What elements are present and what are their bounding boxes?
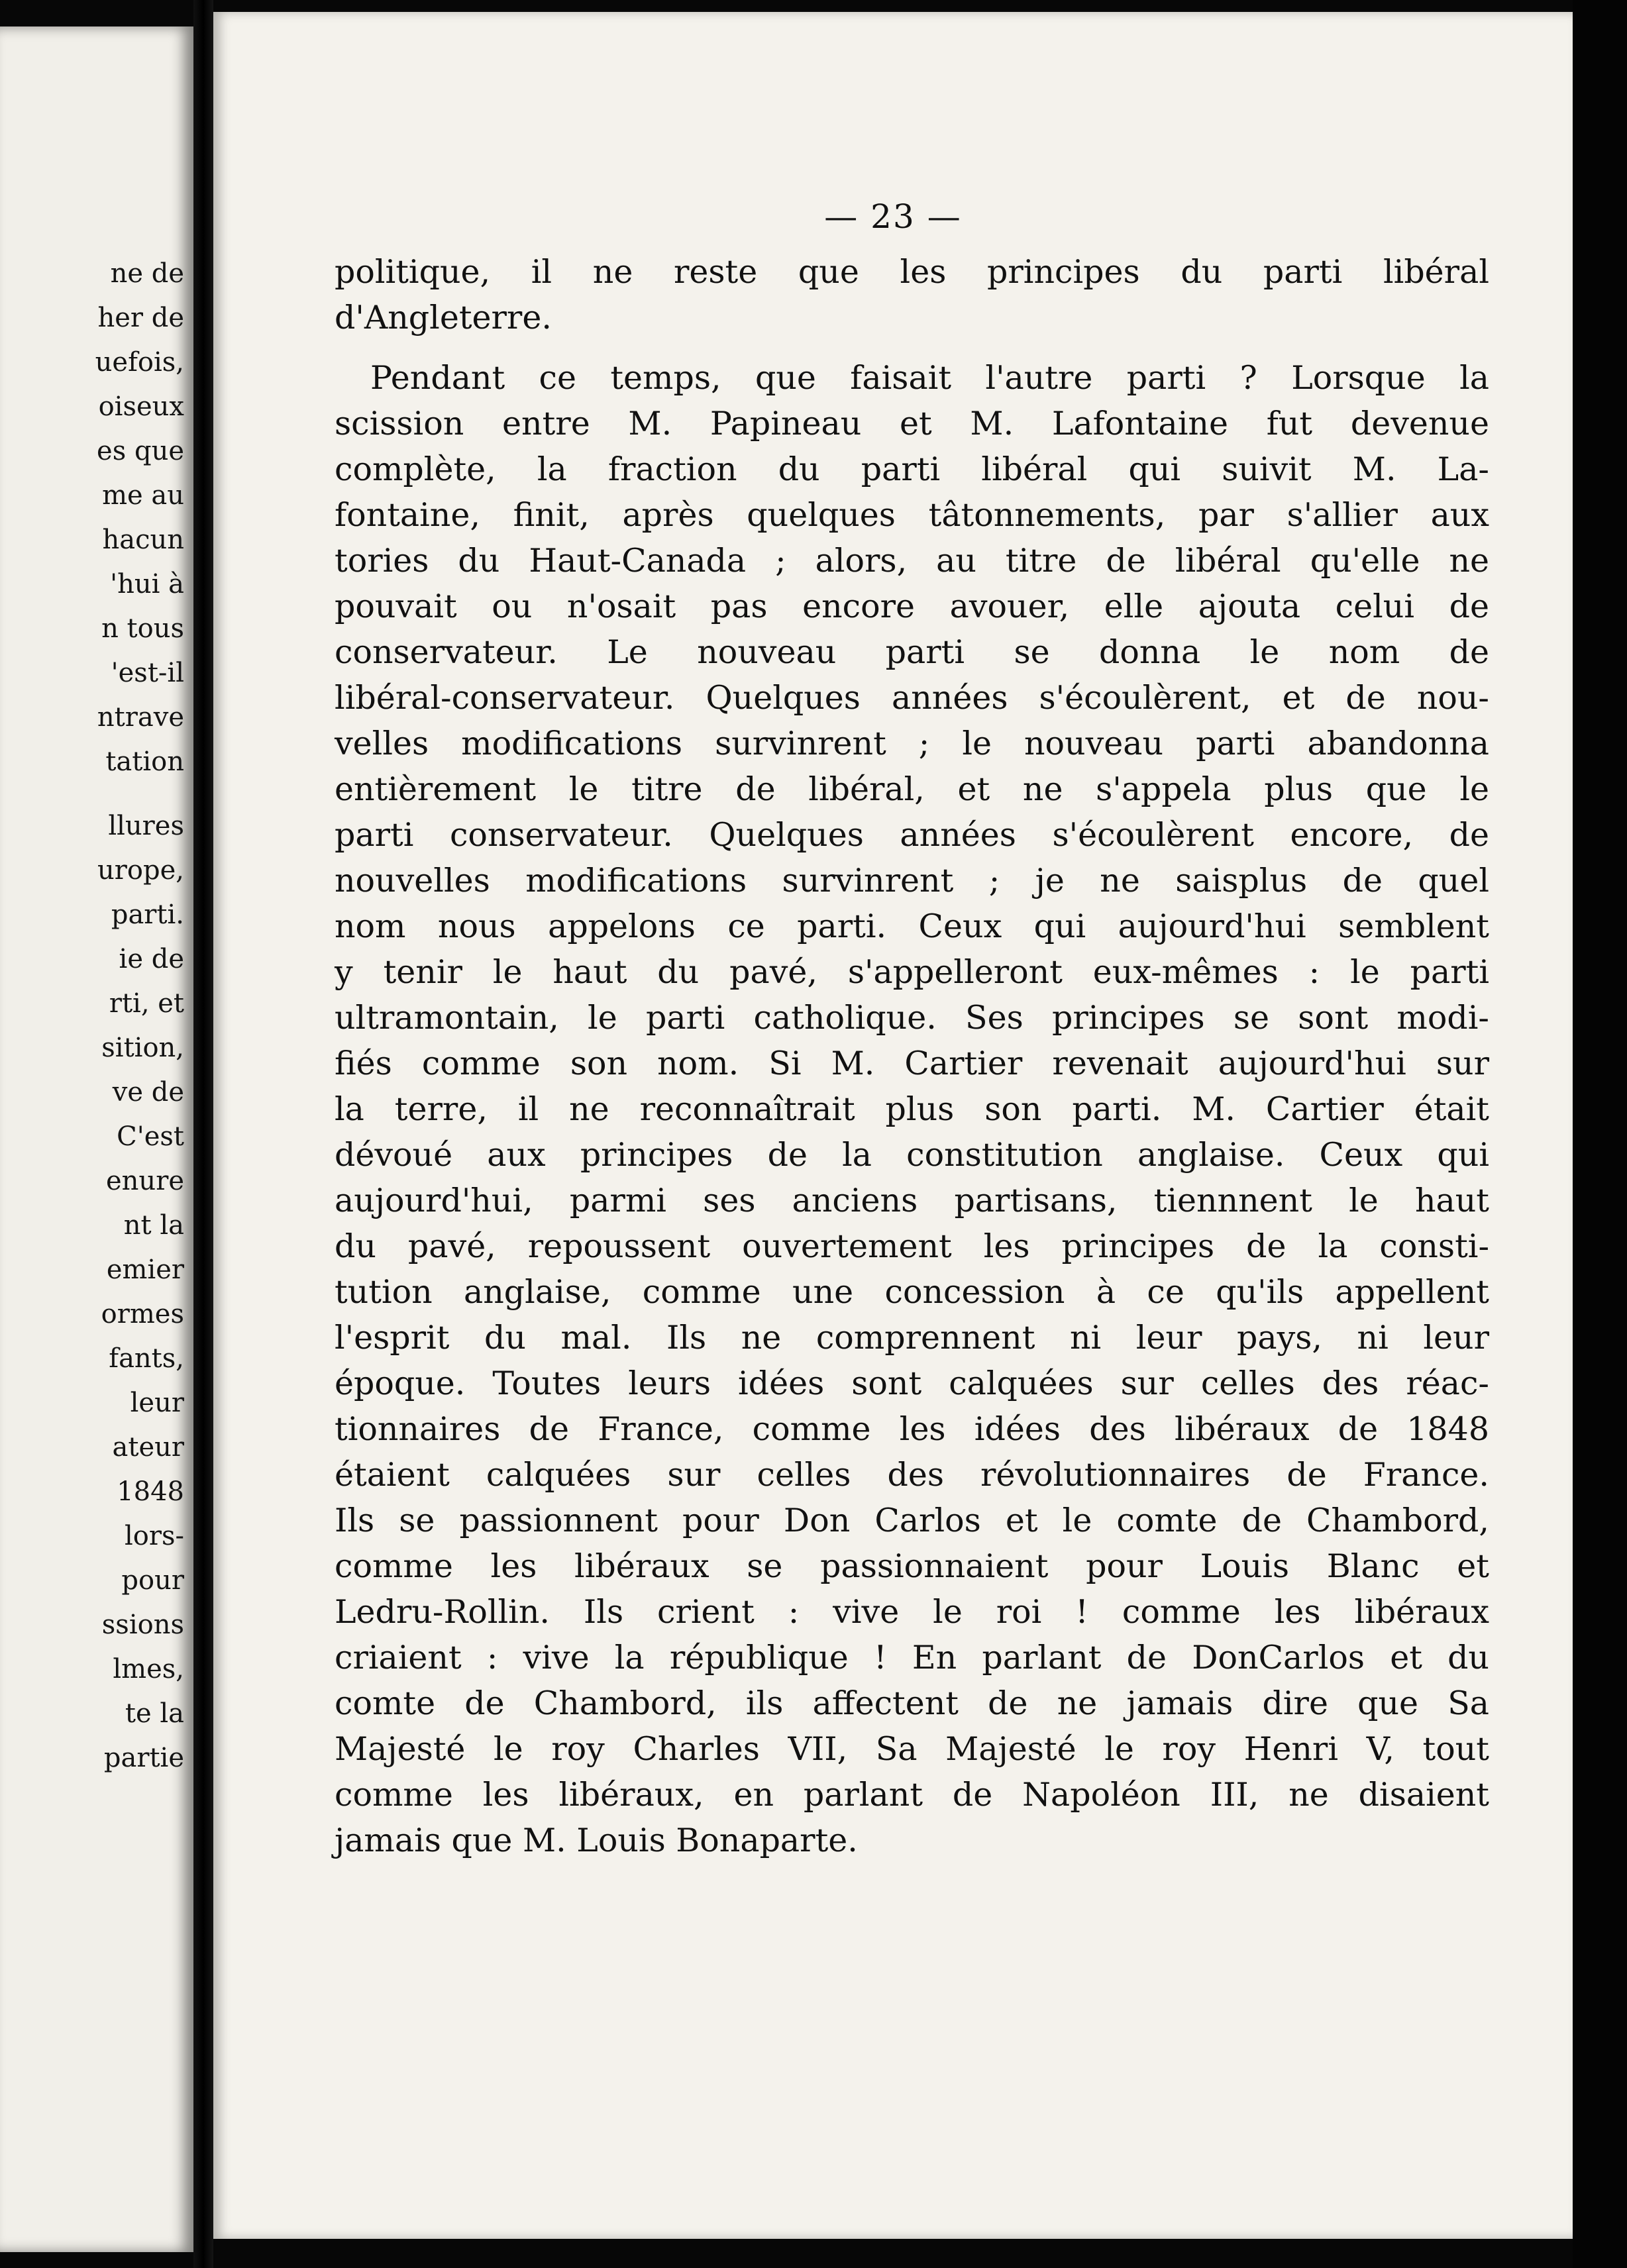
text-line: velles modifications survinrent ; le nouveau parti abandonna <box>335 725 1489 762</box>
text-line: y tenir le haut du pavé, s'appelleront eux-mêmes : le parti <box>335 953 1489 991</box>
left-page-line: pour <box>121 1565 184 1596</box>
left-page-line: leur <box>130 1388 184 1418</box>
left-page-line: urope, <box>97 855 184 886</box>
text-line: conservateur. Le nouveau parti se donna le nom de <box>335 633 1489 671</box>
left-page-line: ne de <box>110 258 184 289</box>
text-line: comme les libéraux, en parlant de Napoléon III, ne disaient <box>335 1776 1489 1814</box>
left-page-line: te la <box>125 1698 184 1729</box>
text-line: fontaine, finit, après quelques tâtonnements, par s'allier aux <box>335 496 1489 534</box>
left-page-line: C'est <box>117 1121 184 1152</box>
text-line: époque. Toutes leurs idées sont calquées sur celles des réac- <box>335 1365 1489 1402</box>
text-line: libéral-conservateur. Quelques années s'écoulèrent, et de nou- <box>335 679 1489 717</box>
page-body <box>335 249 1489 1863</box>
text-line: jamais que M. Louis Bonaparte. <box>335 1822 858 1859</box>
scan-right-edge <box>1573 0 1627 2268</box>
main-paragraph <box>335 355 1489 1863</box>
left-page-line: uefois, <box>95 347 184 378</box>
text-line: comme les libéraux se passionnaient pour Louis Blanc et <box>335 1547 1489 1585</box>
text-line: pouvait ou n'osait pas encore avouer, elle ajouta celui de <box>335 588 1489 625</box>
left-page-text <box>0 252 184 1780</box>
left-page-line: n tous <box>101 613 184 644</box>
text-line: tionnaires de France, comme les idées des libéraux de 1848 <box>335 1410 1489 1448</box>
right-page <box>213 12 1573 2239</box>
left-page-line: emier <box>106 1255 184 1285</box>
text-line: tution anglaise, comme une concession à ce qu'ils appellent <box>335 1273 1489 1311</box>
left-page-line: es que <box>97 436 184 466</box>
text-line: politique, il ne reste que les principes du parti libéral <box>335 253 1489 291</box>
book-gutter <box>193 0 213 2268</box>
left-page-line <box>0 784 184 804</box>
text-line: étaient calquées sur celles des révolutionnaires de France. <box>335 1456 1489 1494</box>
left-page-line: ntrave <box>97 702 184 733</box>
text-line: parti conservateur. Quelques années s'écoulèrent encore, de <box>335 816 1489 854</box>
left-page-line: sition, <box>101 1033 184 1063</box>
text-line: ultramontain, le parti catholique. Ses principes se sont modi- <box>335 999 1489 1037</box>
left-page-line: parti. <box>111 900 184 930</box>
text-line: Ledru-Rollin. Ils crient : vive le roi ! comme les libéraux <box>335 1593 1489 1631</box>
left-page-line: ve de <box>112 1077 184 1108</box>
page-number: — 23 — <box>824 197 962 236</box>
text-line: scission entre M. Papineau et M. Lafontaine fut devenue <box>335 405 1489 442</box>
left-page-line: ormes <box>101 1299 184 1329</box>
left-page-line: oiseux <box>98 391 184 422</box>
left-page-fragment <box>0 26 193 2252</box>
left-page-line: 1848 <box>117 1476 184 1507</box>
left-page-line: ie de <box>119 944 184 974</box>
continuation-paragraph <box>335 249 1489 340</box>
left-page-line: lmes, <box>113 1654 184 1684</box>
text-line: entièrement le titre de libéral, et ne s'appela plus que le <box>335 770 1489 808</box>
text-line: l'esprit du mal. Ils ne comprennent ni leur pays, ni leur <box>335 1319 1489 1357</box>
left-page-line: llures <box>108 811 184 841</box>
text-line: fiés comme son nom. Si M. Cartier revenait aujourd'hui sur <box>335 1045 1489 1082</box>
text-line: comte de Chambord, ils affectent de ne jamais dire que Sa <box>335 1684 1489 1722</box>
text-line: dévoué aux principes de la constitution anglaise. Ceux qui <box>335 1136 1489 1174</box>
text-line: Majesté le roy Charles VII, Sa Majesté le roy Henri V, tout <box>335 1730 1489 1768</box>
left-page-line: me au <box>102 480 184 511</box>
text-line: Pendant ce temps, que faisait l'autre parti ? Lorsque la <box>370 359 1489 397</box>
left-page-line: partie <box>103 1743 184 1773</box>
left-page-line: tation <box>105 747 184 777</box>
text-line: aujourd'hui, parmi ses anciens partisans, tiennnent le haut <box>335 1182 1489 1219</box>
text-line: nom nous appelons ce parti. Ceux qui aujourd'hui semblent <box>335 907 1489 945</box>
text-line: du pavé, repoussent ouvertement les principes de la consti- <box>335 1227 1489 1265</box>
text-line: tories du Haut-Canada ; alors, au titre de libéral qu'elle ne <box>335 542 1489 580</box>
left-page-line: ateur <box>112 1432 184 1463</box>
left-page-line: fants, <box>109 1343 184 1374</box>
text-line: la terre, il ne reconnaîtrait plus son parti. M. Cartier était <box>335 1090 1489 1128</box>
left-page-line: nt la <box>123 1210 184 1241</box>
left-page-line: enure <box>106 1166 184 1196</box>
text-line: nouvelles modifications survinrent ; je ne saisplus de quel <box>335 862 1489 900</box>
text-line: d'Angleterre. <box>335 299 552 336</box>
text-line: criaient : vive la république ! En parlant de DonCarlos et du <box>335 1639 1489 1676</box>
text-line: complète, la fraction du parti libéral qui suivit M. La- <box>335 450 1489 488</box>
left-page-line: her de <box>97 303 184 333</box>
left-page-line: 'hui à <box>110 569 184 599</box>
text-line: Ils se passionnent pour Don Carlos et le comte de Chambord, <box>335 1502 1489 1539</box>
left-page-line: 'est-il <box>111 658 184 688</box>
left-page-line: hacun <box>102 525 184 555</box>
left-page-line: rti, et <box>109 988 184 1019</box>
left-page-line: lors- <box>124 1521 184 1551</box>
left-page-line: ssions <box>101 1610 184 1640</box>
